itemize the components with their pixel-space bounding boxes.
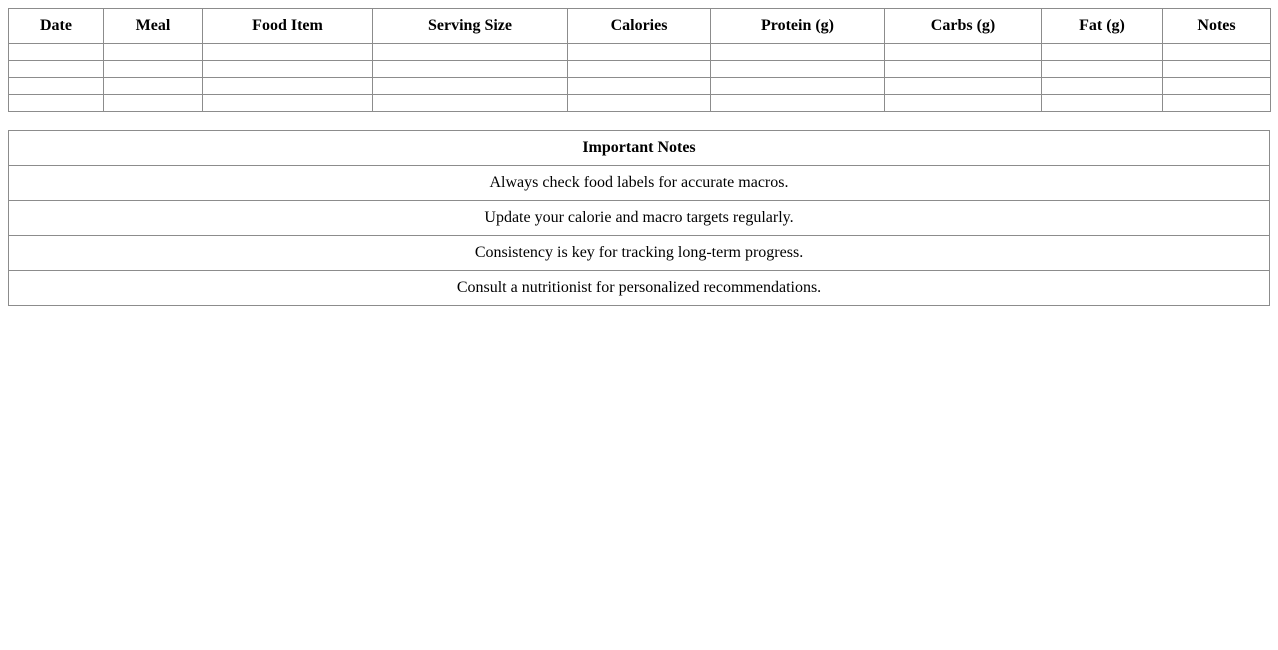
cell-calories[interactable]: [568, 95, 711, 112]
header-fat: Fat (g): [1042, 9, 1163, 44]
cell-serving-size[interactable]: [373, 44, 568, 61]
cell-notes[interactable]: [1163, 44, 1271, 61]
notes-header-row: [9, 131, 1270, 166]
cell-fat[interactable]: [1042, 44, 1163, 61]
note-text: Consistency is key for tracking long-term progress.: [9, 236, 1270, 271]
header-meal: Meal: [104, 9, 203, 44]
cell-carbs[interactable]: [885, 61, 1042, 78]
header-serving-size: Serving Size: [373, 9, 568, 44]
cell-fat[interactable]: [1042, 78, 1163, 95]
cell-date[interactable]: [9, 78, 104, 95]
cell-meal[interactable]: [104, 44, 203, 61]
cell-protein[interactable]: [711, 61, 885, 78]
cell-serving-size[interactable]: [373, 61, 568, 78]
cell-calories[interactable]: [568, 78, 711, 95]
list-item: [9, 201, 1270, 236]
food-log-table: [8, 8, 1271, 112]
note-text: Consult a nutritionist for personalized recommendations.: [9, 271, 1270, 306]
cell-food-item[interactable]: [203, 44, 373, 61]
list-item: [9, 271, 1270, 306]
important-notes-table: [8, 130, 1270, 306]
cell-fat[interactable]: [1042, 61, 1163, 78]
header-notes: Notes: [1163, 9, 1271, 44]
header-date: Date: [9, 9, 104, 44]
cell-date[interactable]: [9, 95, 104, 112]
cell-carbs[interactable]: [885, 95, 1042, 112]
cell-date[interactable]: [9, 61, 104, 78]
cell-meal[interactable]: [104, 95, 203, 112]
list-item: [9, 236, 1270, 271]
cell-protein[interactable]: [711, 44, 885, 61]
table-row: [9, 78, 1271, 95]
notes-title: Important Notes: [9, 131, 1270, 166]
cell-food-item[interactable]: [203, 61, 373, 78]
cell-calories[interactable]: [568, 61, 711, 78]
cell-food-item[interactable]: [203, 78, 373, 95]
cell-fat[interactable]: [1042, 95, 1163, 112]
cell-serving-size[interactable]: [373, 95, 568, 112]
list-item: [9, 166, 1270, 201]
table-row: [9, 44, 1271, 61]
header-carbs: Carbs (g): [885, 9, 1042, 44]
cell-serving-size[interactable]: [373, 78, 568, 95]
header-calories: Calories: [568, 9, 711, 44]
food-log-header-row: [9, 9, 1271, 44]
note-text: Always check food labels for accurate macros.: [9, 166, 1270, 201]
cell-carbs[interactable]: [885, 78, 1042, 95]
cell-calories[interactable]: [568, 44, 711, 61]
cell-protein[interactable]: [711, 95, 885, 112]
cell-notes[interactable]: [1163, 61, 1271, 78]
cell-protein[interactable]: [711, 78, 885, 95]
header-protein: Protein (g): [711, 9, 885, 44]
note-text: Update your calorie and macro targets regularly.: [9, 201, 1270, 236]
cell-food-item[interactable]: [203, 95, 373, 112]
table-row: [9, 95, 1271, 112]
header-food-item: Food Item: [203, 9, 373, 44]
cell-meal[interactable]: [104, 61, 203, 78]
cell-carbs[interactable]: [885, 44, 1042, 61]
cell-notes[interactable]: [1163, 95, 1271, 112]
cell-date[interactable]: [9, 44, 104, 61]
cell-meal[interactable]: [104, 78, 203, 95]
table-row: [9, 61, 1271, 78]
cell-notes[interactable]: [1163, 78, 1271, 95]
